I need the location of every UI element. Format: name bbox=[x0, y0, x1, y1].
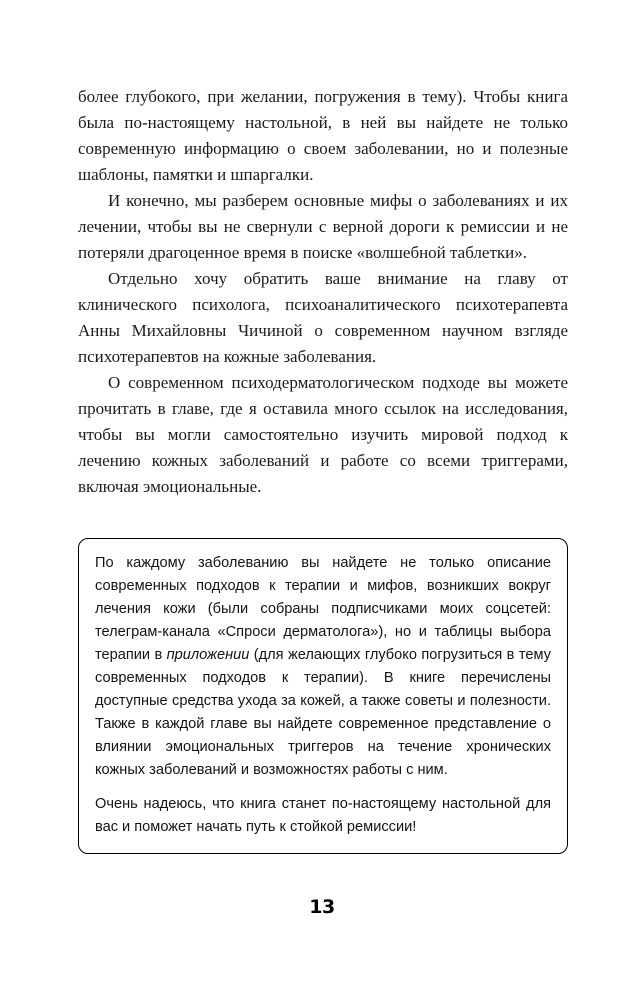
paragraph-1: более глубокого, при желании, погружения в тему). Чтобы книга была по-настоящему настольной, в ней вы найдете не только современную информацию о своем заболевании, но и полезные шаблоны, памятки и шпаргалки. bbox=[78, 87, 568, 184]
italic-term: приложении bbox=[166, 647, 250, 663]
paragraph-3: Отдельно хочу обратить ваше внимание на главу от клинического психолога, психоаналитического психотерапевта Анны Михайловны Чичиной о современном научном взгляде психотерапевтов на кожные заболевания. bbox=[78, 269, 568, 366]
box-paragraph-2: Очень надеюсь, что книга станет по-настоящему настольной для вас и поможет начать путь к стойкой ремиссии! bbox=[95, 796, 551, 835]
box-paragraph-1-before: По каждому заболеванию вы найдете не только описание современных подходов к терапии и мифов, возникших вокруг лечения кожи (были собраны подписчиками моих соцсетей: телеграм-канала «Спроси дерматолога»), но и таблицы выбора терапии в bbox=[95, 555, 551, 663]
info-box bbox=[78, 538, 568, 854]
body-text bbox=[78, 84, 568, 500]
box-paragraph-1-after: (для желающих глубоко погрузиться в тему современных подходов к терапии). В книге перечислены доступные средства ухода за кожей, а также советы и полезности. Также в каждой главе вы найдете современное представление о влиянии эмоциональных триггеров на течение хронических кожных заболеваний и возможностях работы с ним. bbox=[95, 647, 551, 778]
paragraph-2: И конечно, мы разберем основные мифы о заболеваниях и их лечении, чтобы вы не свернули с верной дороги к ремиссии и не потеряли драгоценное время в поиске «волшебной таблетки». bbox=[78, 191, 568, 262]
box-paragraph-1 bbox=[95, 552, 551, 782]
paragraph-4: О современном психодерматологическом подходе вы можете прочитать в главе, где я оставила много ссылок на исследования, чтобы вы могли самостоятельно изучить мировой подход к лечению кожных заболеваний и работе со всеми триггерами, включая эмоциональные. bbox=[78, 373, 568, 496]
page-number: 13 bbox=[309, 896, 335, 918]
